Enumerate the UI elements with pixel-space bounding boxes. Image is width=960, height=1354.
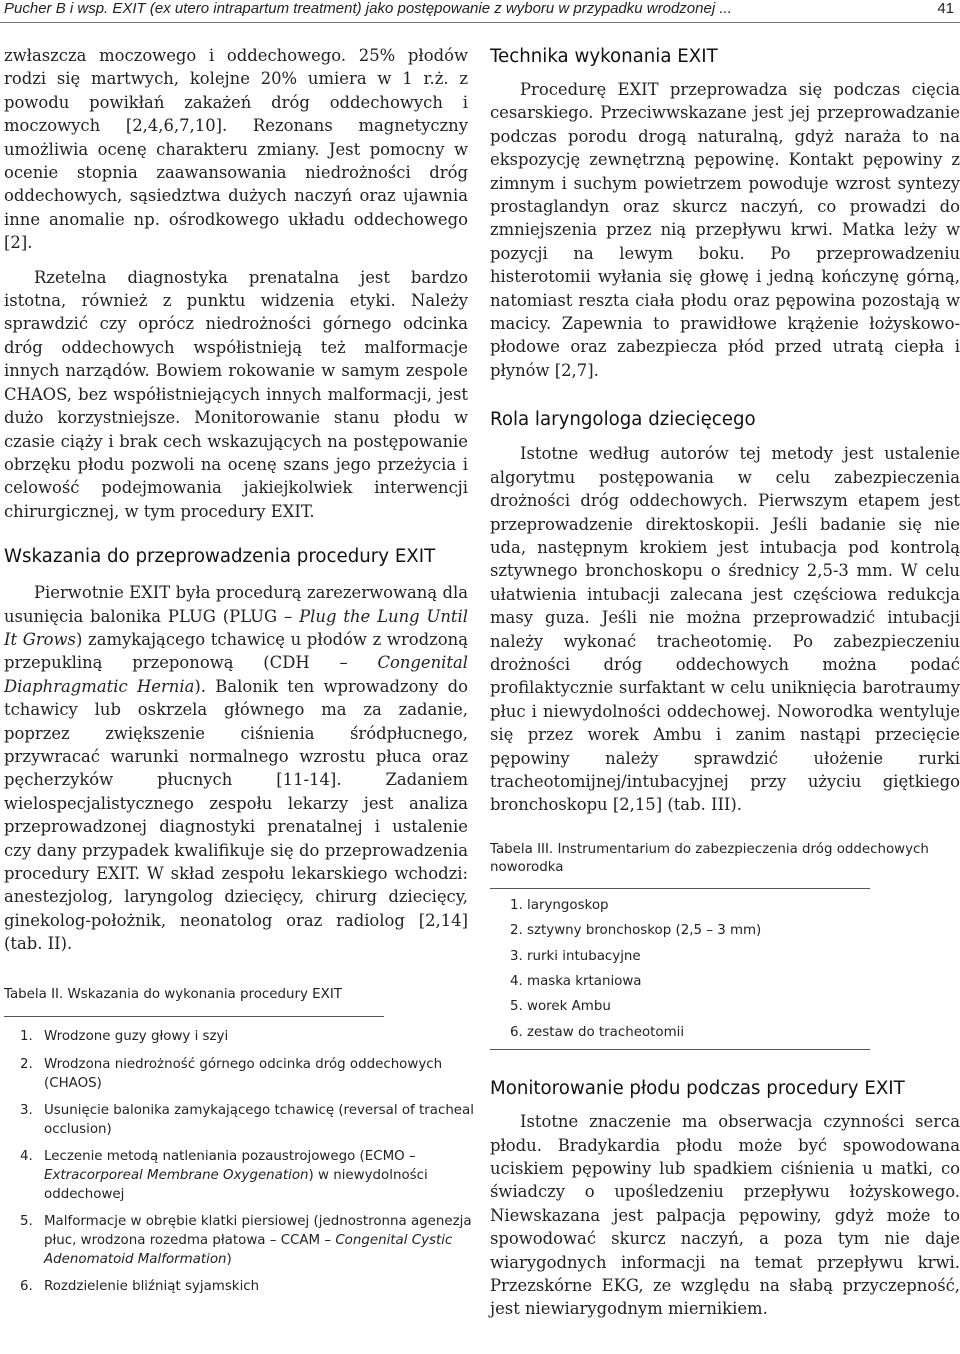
right-paragraph-2: Istotne według autorów tej metody jest ustalenie algorytmu postępowania w celu zabezpieczenia drożności dróg oddechowych. Pierwszym etapem jest przeprowadzenie direktoskopii. Jeśli badanie się nie uda, następnym krokiem jest intubacja pod kontrolą sztywnego bronchoskopu o średnicy 2,5-3 mm. W celu ułatwienia intubacji zalecana jest częściowa redukcja masy guza. Jeśli nie można przeprowadzić intubacji należy wykonać tracheotomię. Po zabezpieczeniu drożności dróg oddechowych można podać profilaktycznie surfaktant w celu uniknięcia barotraumy płuc i niewydolności oddechowej. Noworodka wentyluje się przez worek Ambu i zanim nastąpi przecięcie pępowiny należy sprawdzić ułożenie rurki tracheotomijnej/intubacyjnej przy użyciu giętkiego bronchoskopu [2,15] (tab. III).	[490, 444, 960, 815]
table-2-row: 3. Usunięcie balonika zamykającego tchawicę (reversal of tracheal occlusion)	[20, 1102, 474, 1137]
table-3	[490, 893, 960, 1045]
page-number: 41	[937, 0, 954, 17]
table-3-row: 1. laryngoskop	[510, 897, 609, 913]
table-2-caption: Tabela II. Wskazania do wykonania procedury EXIT	[4, 986, 342, 1002]
table-2-row: 5. Malformacje w obrębie klatki piersiowej (jednostronna agenezja płuc, wrodzona rozedma płatowa – CCAM – Congenital Cystic Adenomatoid Malformation)	[20, 1213, 472, 1267]
table-2-row: 6. Rozdzielenie bliźniąt syjamskich	[20, 1278, 260, 1294]
table-3-bottom-rule	[490, 1049, 870, 1050]
running-header	[0, 0, 960, 24]
table-3-row: 4. maska krtaniowa	[510, 974, 642, 989]
right-column	[490, 44, 960, 1321]
left-paragraph-3: Pierwotnie EXIT była procedurą zarezerwowaną dla usunięcia balonika PLUG (PLUG – Plug the Lung Until It Grows) zamykającego tchawicę u płodów z wrodzoną przepukliną przeponową (CDH – Congenital Diaphragmatic Hernia). Balonik ten wprowadzony do tchawicy lub oskrzela głównego ma za zadanie, poprzez zwiększenie ciśnienia śródpłucnego, przywracać warunki normalnego wzrostu płuca oraz pęcherzyków płucnych [11-14]. Zadaniem wielospecjalistycznego zespołu lekarzy jest analiza przeprowadzonej diagnostyki prenatalnej i ustalenie czy dany przypadek kwalifikuje się do przeprowadzenia procedury EXIT. W skład zespołu lekarskiego wchodzi: anestezjolog, laryngolog dziecięcy, chirurg dziecięcy, ginekolog-położnik, neonatolog oraz radiolog [2,14] (tab. II).	[4, 583, 468, 954]
section-heading-laryngologist: Rola laryngologa dziecięcego	[490, 409, 756, 431]
table-3-row: 6. zestaw do tracheotomii	[510, 1024, 685, 1040]
table-3-caption: Tabela III. Instrumentarium do zabezpieczenia dróg oddechowych noworodka	[490, 841, 929, 875]
table-2-row: 4. Leczenie metodą natleniania pozaustrojowego (ECMO – Extracorporeal Membrane Oxygenation) w niewydolności oddechowej	[20, 1148, 428, 1202]
table-2-row: 2. Wrodzona niedrożność górnego odcinka dróg oddechowych (CHAOS)	[20, 1056, 443, 1091]
section-heading-indications: Wskazania do przeprowadzenia procedury EXIT	[4, 546, 436, 568]
right-paragraph-1: Procedurę EXIT przeprowadza się podczas cięcia cesarskiego. Przeciwwskazane jest jej przeprowadzanie podczas porodu drogą naturalną, gdyż naraża to na ekspozycję zewnętrzną pępowinę. Kontakt pępowiny z zimnym i suchym powietrzem powoduje wzrost syntezy prostaglandyn oraz skurcz naczyń, co prowadzi do zmniejszenia przez nią przepływu krwi. Matka leży w pozycji na lewym boku. Po przeprowadzeniu histerotomii wyłania się głowę i jedną kończynę górną, natomiast reszta ciała płodu oraz pępowina pozostają w macicy. Zapewnia to prawidłowe krążenie łożyskowo-płodowe oraz zabezpiecza płód przed utratą ciepła i płynów [2,7].	[490, 80, 960, 380]
table-3-row: 3. rurki intubacyjne	[510, 948, 641, 964]
table-3-row: 2. sztywny bronchoskop (2,5 – 3 mm)	[510, 923, 762, 939]
table-2-rule	[4, 1016, 384, 1017]
header-rule	[0, 22, 960, 23]
section-heading-monitoring: Monitorowanie płodu podczas procedury EXIT	[490, 1078, 905, 1100]
table-3-row: 5. worek Ambu	[510, 999, 611, 1015]
table-2	[4, 1027, 474, 1296]
right-paragraph-3: Istotne znaczenie ma obserwacja czynności serca płodu. Bradykardia płodu może być spowodowana uciskiem pępowiny lub spadkiem ciśnienia u matki, co świadczy o upośledzeniu przepływu łożyskowego. Niewskazana jest palpacja pępowiny, gdyż może to spowodować skurcz naczyń, a poza tym nie daje wiarygodnych informacji na temat przepływu krwi. Przezskórne EKG, ze względu na słabą przyczepność, jest niewiarygodnym miernikiem.	[490, 1112, 960, 1319]
left-paragraph-1: zwłaszcza moczowego i oddechowego. 25% płodów rodzi się martwych, kolejne 20% umiera w 1 r.ż. z powodu powikłań zakażeń dróg oddechowych i moczowych [2,4,6,7,10]. Rezonans magnetyczny umożliwia ocenę charakteru zmiany. Jest pomocny w ocenie stopnia zaawansowania niedrożności dróg oddechowych, sąsiedztwa dużych naczyń oraz ujawnia inne anomalie np. ośrodkowego układu oddechowego [2].	[4, 46, 468, 253]
table-2-row: 1. Wrodzone guzy głowy i szyi	[20, 1028, 229, 1044]
section-heading-technique: Technika wykonania EXIT	[490, 46, 718, 67]
left-column	[4, 44, 474, 1296]
running-title: Pucher B i wsp. EXIT (ex utero intrapartum treatment) jako postępowanie z wyboru w przypadku wrodzonej ...	[4, 0, 732, 17]
left-paragraph-2: Rzetelna diagnostyka prenatalna jest bardzo istotna, również z punktu widzenia etyki. Należy sprawdzić czy oprócz niedrożności górnego odcinka dróg oddechowych współistnieją też malformacje innych narządów. Bowiem rokowanie w samym zespole CHAOS, bez współistniejących innych malformacji, jest dużo korzystniejsze. Monitorowanie stanu płodu w czasie ciąży i brak cech wskazujących na postępowanie obrzęku płodu pozwoli na ocenę szans jego przeżycia i celowość podejmowania jakiejkolwiek interwencji chirurgicznej, w tym procedury EXIT.	[4, 267, 468, 521]
table-3-rule	[490, 888, 870, 889]
